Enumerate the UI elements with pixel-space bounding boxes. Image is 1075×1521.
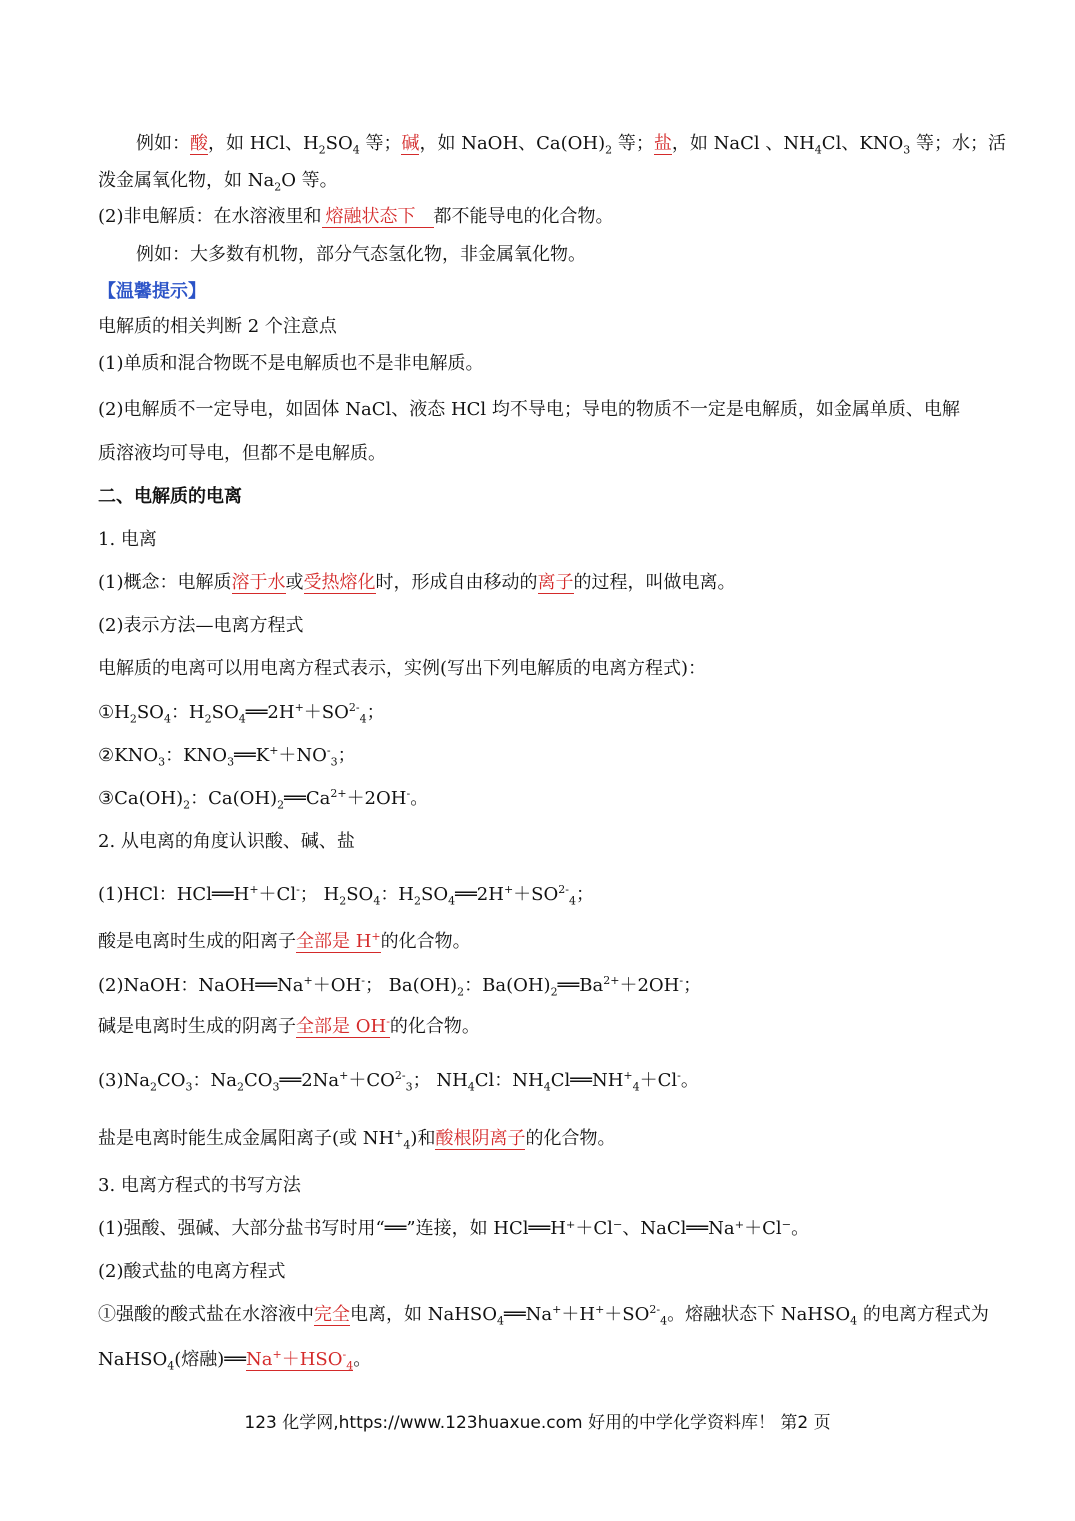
example-electrolytes-line: 例如：酸，如 HCl、$H_2SO_4$ 等；碱，如 NaOH、$Ca(OH)_2$ 等；盐，如 NaCl 、$NH_4Cl$、$KNO_3$ 等；水；活 (136, 133, 1007, 157)
equation-kno3: $②KNO_3$：$KNO_3══K^++NO^-_3$； (98, 744, 356, 769)
equation-h2so4: $①H_2SO_4$：$H_2SO_4══2H^++SO^{2-}_4$； (98, 701, 385, 726)
acid-equations: (1)HCl：HCl══H+＋Cl-； $H_2SO_4$：$H_2SO_4══2H^++SO^{2-}_4$； (98, 883, 594, 908)
example-continued-line: 泼金属氧化物，如 $Na_2O$ 等。 (98, 170, 338, 194)
acid-salt-equation: ①强酸的酸式盐在水溶液中完全电离，如 $NaHSO_4══Na^++H^++SO^{2-}_4$。熔融状态下 NaHSO$_4$ 的电离方程式为 (98, 1303, 989, 1328)
tip-point-2: (2)电解质不一定导电，如固体 NaCl、液态 HCl 均不导电；导电的物质不一定是电解质，如金属单质、电解 (98, 399, 960, 420)
subsection-2: 2. 从电离的角度认识酸、碱、盐 (98, 831, 355, 852)
section-heading-2: 二、电解质的电离 (98, 486, 242, 507)
subsection-3: 3. 电离方程式的书写方法 (98, 1175, 301, 1196)
ionization-concept: (1)概念：电解质溶于水或受热熔化时，形成自由移动的离子的过程，叫做电离。 (98, 572, 736, 593)
representation-method: (2)表示方法—电离方程式 (98, 615, 304, 636)
base-equations: (2)NaOH：NaOH══Na+＋OH-； $Ba(OH)_2$：$Ba(OH)_2══Ba^{2+}+2OH^-$； (98, 974, 702, 999)
tip-intro: 电解质的相关判断 2 个注意点 (98, 316, 337, 337)
salt-definition: 盐是电离时能生成金属阳离子(或 $NH^+_4$)和酸根阴离子的化合物。 (98, 1127, 616, 1152)
acid-definition: 酸是电离时生成的阳离子全部是 H+的化合物。 (98, 930, 471, 952)
equation-intro: 电解质的电离可以用电离方程式表示，实例(写出下列电解质的电离方程式)： (98, 658, 707, 679)
molten-nahso4-equation: NaHSO$_4$(熔融)$══Na^++HSO^-_4$。 (98, 1348, 372, 1373)
subsection-1: 1. 电离 (98, 529, 157, 550)
writing-rule-1: (1)强酸、强碱、大部分盐书写时用“══”连接，如 HCl══H⁺＋Cl⁻、NaCl══Na⁺＋Cl⁻。 (98, 1218, 810, 1239)
salt-equations: $(3)Na_2CO_3$：$Na_2CO_3══2Na^++CO^{2-}_3$； $NH_4Cl$：$NH_4Cl══NH^+_4+Cl^-$。 (98, 1069, 699, 1094)
nonelectrolyte-definition: (2)非电解质：在水溶液里和 熔融状态下 都不能导电的化合物。 (98, 206, 614, 227)
tip-point-1: (1)单质和混合物既不是电解质也不是非电解质。 (98, 353, 484, 374)
nonelectrolyte-example: 例如：大多数有机物，部分气态氢化物，非金属氧化物。 (136, 244, 586, 265)
tip-heading: 【温馨提示】 (98, 281, 206, 302)
page-footer: 123 化学网,https://www.123huaxue.com 好用的中学化学资料库！ 第2 页 (244, 1413, 831, 1433)
equation-caoh2: $③Ca(OH)_2$：$Ca(OH)_2══Ca^{2+}+2OH^-$。 (98, 787, 429, 812)
writing-rule-2: (2)酸式盐的电离方程式 (98, 1261, 286, 1282)
base-definition: 碱是电离时生成的阴离子全部是 OH-的化合物。 (98, 1015, 480, 1037)
tip-point-2-continued: 质溶液均可导电，但都不是电解质。 (98, 443, 386, 464)
